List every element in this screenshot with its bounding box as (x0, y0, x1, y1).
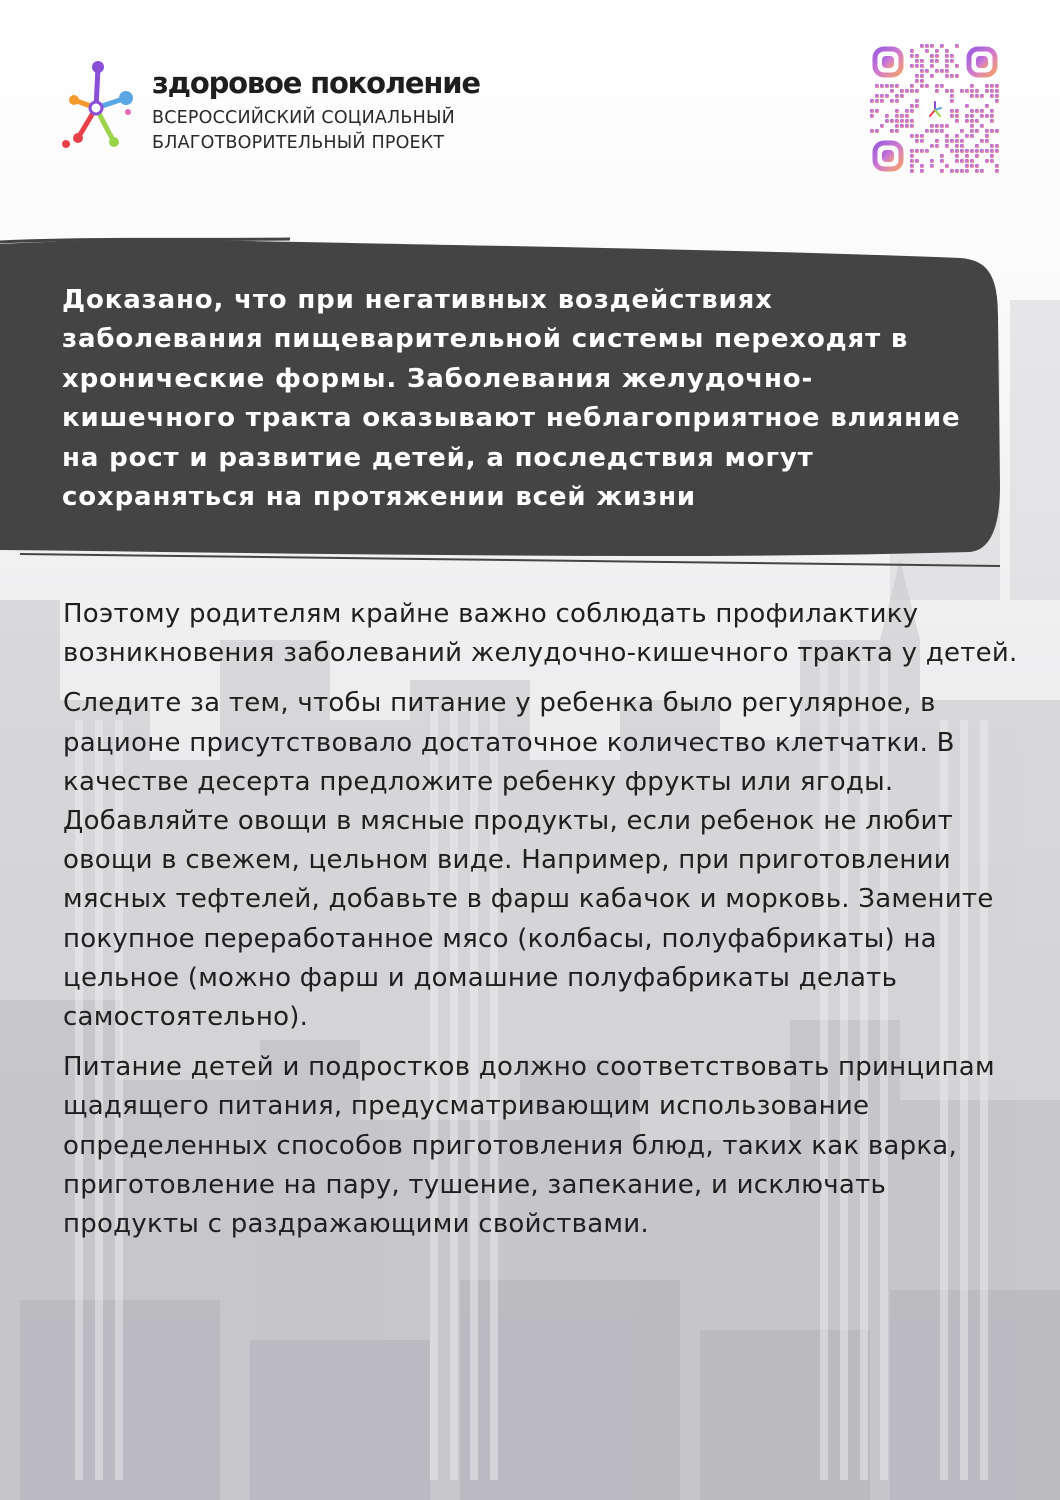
banner-text: Доказано, что при негативных воздействиях заболевания пищеварительной системы переходят в хронические формы. Заболевания желудочно-кишечного тракта оказывают неблагоприятное влияние на рост и развитие детей, а последствия могут сохраняться на протяжении всей жизни (62, 285, 961, 513)
paragraph: Питание детей и подростков должно соответствовать принципам щадящего питания, предусматривающим использование определенных способов приготовления блюд, таких как варка, приготовление на пару, тушение, запекание, и исключать продукты с раздражающими свойствами. (63, 1052, 995, 1240)
paragraph: Поэтому родителям крайне важно соблюдать профилактику возникновения заболеваний желудочно-кишечного тракта у детей. (63, 599, 1018, 669)
brand-title: здоровое поколение (152, 66, 480, 100)
main-content (63, 595, 1023, 1255)
qr-code-icon[interactable] (870, 44, 1000, 174)
brand-subtitle-line2: БЛАГОТВОРИТЕЛЬНЫЙ ПРОЕКТ (152, 133, 445, 153)
brand-subtitle-line1: ВСЕРОССИЙСКИЙ СОЦИАЛЬНЫЙ (152, 108, 455, 128)
molecule-logo-icon (56, 58, 138, 154)
paragraph: Следите за тем, чтобы питание у ребенка было регулярное, в рационе присутствовало достаточное количество клетчатки. В качестве десерта предложите ребенку фрукты или ягоды. Добавляйте овощи в мясные продукты, если ребенок не любит овощи в свежем, цельном виде. Например, при приготовлении мясных тефтелей, добавьте в фарш кабачок и морковь. Замените покупное переработанное мясо (колбасы, полуфабрикаты) на цельное (можно фарш и домашние полуфабрикаты делать самостоятельно). (63, 688, 994, 1033)
brand-block (152, 64, 480, 156)
